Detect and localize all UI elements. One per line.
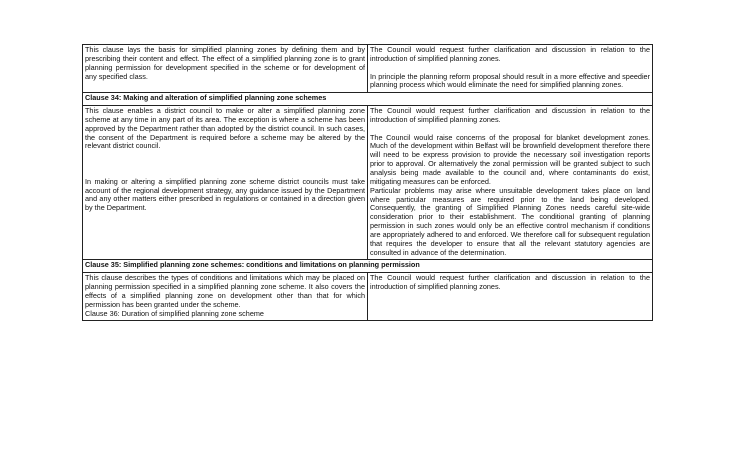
clause-heading-row: [83, 93, 653, 106]
council-response-cell: [368, 273, 653, 321]
council-response-cell: [368, 106, 653, 260]
council-response-text: The Council would request further clarification and discussion in relation to the introduction of simplified planning zones.: [370, 106, 650, 124]
clause-34-description: This clause enables a district council to make or alter a simplified planning zone scheme at any time in any part of its area. The exception is where a scheme has been approved by the Department rather than adopted by the district council. In such cases, the consent of the Department is required before a scheme may be altered by the relevant district council.: [85, 106, 365, 151]
clause-35-description: This clause describes the types of conditions and limitations which may be placed on planning permission specified in a simplified planning zone scheme. It also covers the effects of a simplified planning zone on development other than that for which permission has been granted under the scheme.: [85, 273, 365, 309]
clause-36-heading: Clause 36: Duration of simplified planning zone scheme: [85, 308, 264, 318]
clause-33-description: This clause lays the basis for simplified planning zones by defining them and by prescribing their content and effect. The effect of a simplified planning zone is to grant planning permission for development specified in the scheme or for development of any specified class.: [85, 45, 365, 81]
clause-description-cell: [83, 273, 368, 321]
table-row: [83, 106, 653, 260]
council-response-text: In principle the planning reform proposal should result in a more effective and speedier planning process which would eliminate the need for simplified planning zones.: [370, 71, 650, 90]
table-row: [83, 45, 653, 93]
clause-description-cell: [83, 106, 368, 260]
council-response-text: The Council would raise concerns of the proposal for blanket development zones. Much of the development within Belfast will be brownfield development therefore there will need to be express provision to provide the necessary soil investigation reports prior to approval. Or alternatively the zonal permission will be granted subject to such analysis being made available to the council and, where contaminants do exist, mitigating measures can be enforced.: [370, 132, 650, 186]
clause-heading-row: [83, 260, 653, 273]
clause-34-description-2: In making or altering a simplified planning zone scheme district councils must take account of the regional development strategy, any guidance issued by the Department and any other matters either prescribed in regulations or contained in a direction given by the Department.: [85, 176, 365, 213]
table-row: [83, 273, 653, 321]
council-response-text: The Council would request further clarification and discussion in relation to the introduction of simplified planning zones.: [370, 45, 650, 63]
clause-description-cell: [83, 45, 368, 93]
council-response-cell: [368, 45, 653, 93]
consultation-response-table: [82, 44, 653, 321]
clause-34-heading: Clause 34: Making and alteration of simplified planning zone schemes: [83, 93, 653, 106]
clause-35-heading: Clause 35: Simplified planning zone schemes: conditions and limitations on planning permission: [83, 260, 653, 273]
council-response-text: The Council would request further clarification and discussion in relation to the introduction of simplified planning zones.: [370, 273, 650, 292]
council-response-text: Particular problems may arise where unsuitable development takes place on land where particular measures are required prior to the land being developed. Consequently, the granting of Simplified Planning Zones needs careful site-wide consideration prior to their establishment. The conditional granting of planning permission in such zones would only be an effective control mechanism if conditions are appropriately adhered to and enforced. We therefore call for subsequent regulation that requires the developer to ensure that all the relevant statutory agencies are consulted in advance of the determination.: [370, 185, 650, 257]
